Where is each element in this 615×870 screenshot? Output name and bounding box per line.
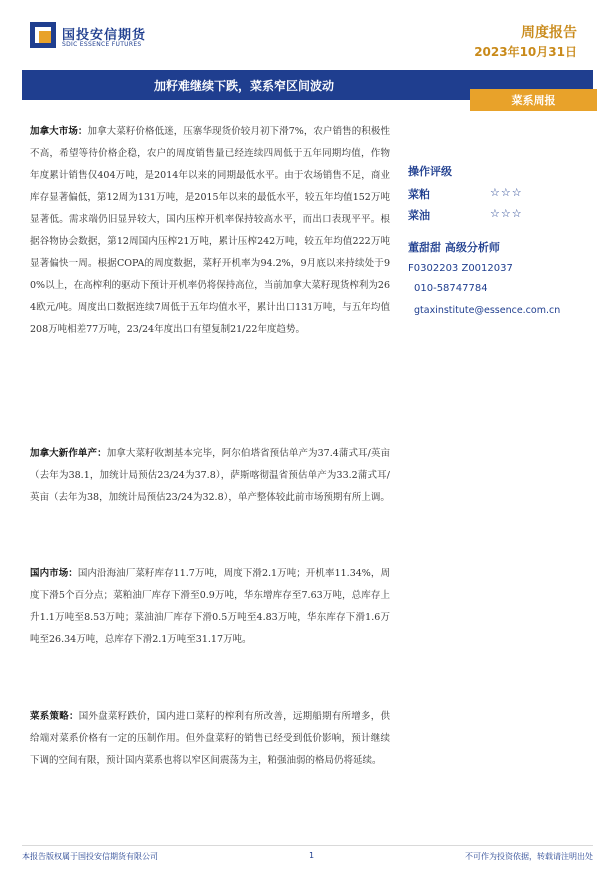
report-date: 2023年10月31日	[474, 45, 577, 59]
footer-divider	[22, 845, 593, 846]
paragraph-text: 国外盘菜籽跌价，国内进口菜籽的榨利有所改善，远期船期有所增多，供给端对菜系价格有一定的压制作用。但外盘菜籽的销售已经受到低价影响，预计继续下调的空间有限，预计国内菜系也将以窄区间震荡为主，粕强油弱的格局仍将延续。	[30, 711, 390, 766]
analyst-name: 董甜甜 高级分析师	[408, 241, 500, 254]
footer-disclaimer: 不可作为投资依据，转载请注明出处	[465, 852, 593, 861]
paragraph-heading: 加拿大新作单产：	[30, 448, 107, 459]
report-title: 加籽难继续下跌，菜系窄区间波动	[22, 70, 466, 100]
company-logo-en: SDIC ESSENCE FUTURES	[62, 41, 142, 48]
paragraph-canada-yield	[30, 443, 390, 509]
paragraph-strategy	[30, 706, 390, 772]
rating-stars-oil: ☆☆☆	[490, 207, 523, 220]
paragraph-heading: 加拿大市场：	[30, 126, 88, 137]
footer-copyright: 本报告版权属于国投安信期货有限公司	[22, 852, 158, 861]
paragraph-text: 加拿大菜籽收割基本完毕，阿尔伯塔省预估单产为37.4蒲式耳/英亩（去年为38.1，加统计局预估23/24为37.8），萨斯喀彻温省预估单产为33.2蒲式耳/英亩（去年为38，加统计局预估23/24为32.8），单产整体较此前市场预期有所上调。	[30, 448, 390, 503]
paragraph-canada-market	[30, 121, 390, 341]
paragraph-domestic-market	[30, 563, 390, 651]
rating-heading: 操作评级	[408, 165, 452, 178]
report-type: 周度报告	[521, 25, 577, 41]
analyst-cert: F0302203 Z0012037	[408, 263, 513, 274]
company-logo-text: 国投安信期货	[62, 28, 147, 43]
rating-label-oil: 菜油	[408, 209, 430, 222]
page-number: 1	[309, 851, 315, 860]
paragraph-text: 国内沿海油厂菜籽库存11.7万吨，周度下滑2.1万吨；开机率11.34%，周度下滑5个百分点；菜粕油厂库存下滑至0.9万吨，华东增库存至7.63万吨，总库存上升1.1万吨至8.53万吨；菜油油厂库存下滑0.5万吨至4.83万吨，华东库存下滑1.6万吨至26.34万吨，总库存下滑2.1万吨至31.17万吨。	[30, 568, 390, 645]
rating-label-meal: 菜粕	[408, 188, 430, 201]
report-tag: 菜系周报	[470, 89, 597, 111]
paragraph-text: 加拿大菜籽价格低迷，压寨华现货价较月初下滑7%，农户销售的积极性不高，希望等待价格企稳，农户的周度销售量已经连续四周低于五年同期均值，作物年度累计销售仅404万吨，是2014年以来的同期最低水平。由于农场销售不足，商业库存显著偏低，第12周为131万吨，是2015年以来的最低水平，较五年均值152万吨显著低。需求端仍旧显异较大，国内压榨开机率保持较高水平，而出口表现平平。根据谷物协会数据，第12周国内压榨21万吨，累计压榨242万吨，较五年均值222万吨显著偏快一周。根据COPA的周度数据，菜籽开机率为94.2%，9月底以来持续处于90%以上，在高榨利的驱动下预计开机率仍将保持高位，当前加拿大菜籽现货榨利为264欧元/吨。周度出口数据连续7周低于五年均值水平，累计出口131万吨，与五年均值208万吨相差77万吨，23/24年度出口有望复制21/22年度趋势。	[30, 126, 390, 335]
rating-stars-meal: ☆☆☆	[490, 186, 523, 199]
analyst-phone: 010-58747784	[414, 283, 488, 294]
analyst-email: gtaxinstitute@essence.com.cn	[414, 305, 561, 316]
paragraph-heading: 国内市场：	[30, 568, 78, 579]
paragraph-heading: 菜系策略：	[30, 711, 79, 722]
logo-icon	[30, 22, 56, 48]
